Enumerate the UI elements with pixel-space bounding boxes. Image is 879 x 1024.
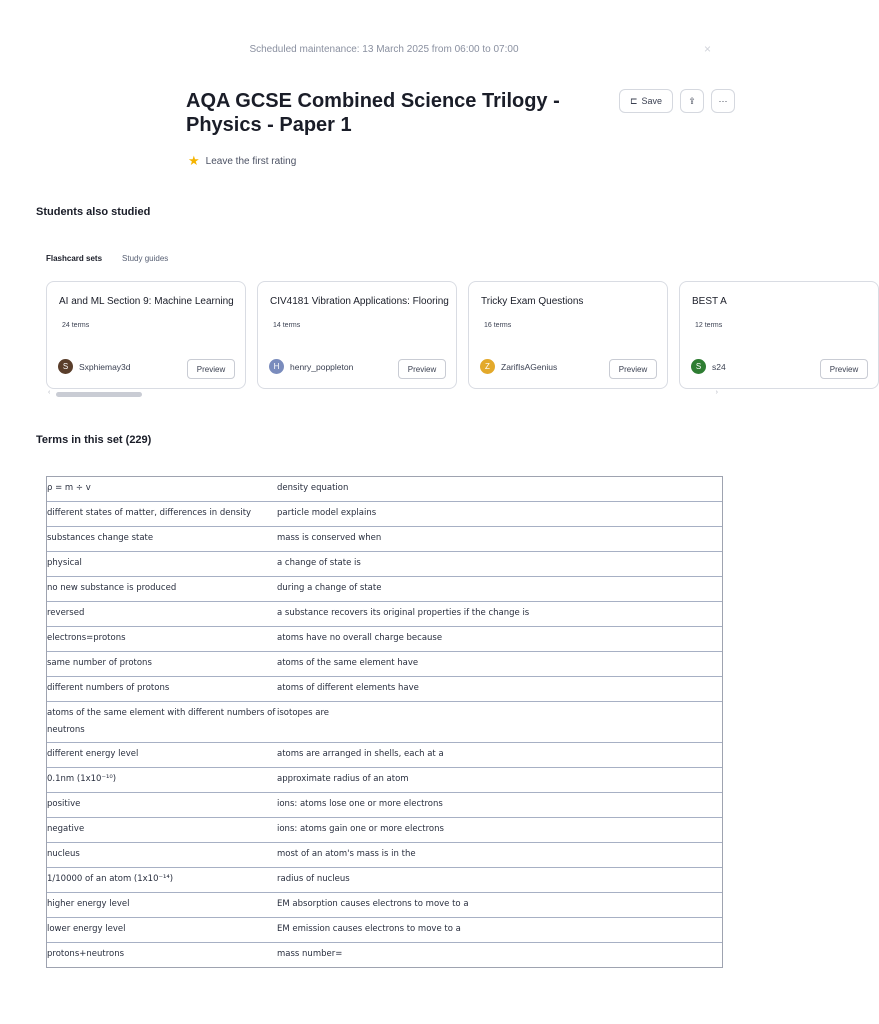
card-author[interactable] xyxy=(691,359,726,374)
definition-cell: atoms of the same element have xyxy=(277,658,419,668)
preview-button[interactable]: Preview xyxy=(609,359,657,379)
card-author[interactable] xyxy=(58,359,131,374)
table-row xyxy=(47,602,722,627)
term-cell: physical xyxy=(47,558,82,568)
bookmark-icon: ⊏ xyxy=(629,95,638,106)
more-icon: ··· xyxy=(718,96,728,106)
preview-button[interactable]: Preview xyxy=(187,359,235,379)
set-actions xyxy=(619,89,735,113)
definition-cell: ions: atoms lose one or more electrons xyxy=(277,799,443,809)
term-cell: atoms of the same element with different numbers of neutrons xyxy=(47,708,276,735)
card-title: Tricky Exam Questions xyxy=(481,296,584,307)
avatar: H xyxy=(269,359,284,374)
close-icon[interactable]: × xyxy=(704,42,712,56)
maintenance-banner xyxy=(0,44,768,55)
table-row xyxy=(47,893,722,918)
term-cell: reversed xyxy=(47,608,85,618)
share-button[interactable] xyxy=(680,89,704,113)
share-icon: ⇪ xyxy=(688,95,696,106)
definition-cell: during a change of state xyxy=(277,583,382,593)
table-row xyxy=(47,627,722,652)
term-cell: higher energy level xyxy=(47,899,130,909)
card-author-name: ZarifIsAGenius xyxy=(501,361,558,372)
term-cell: substances change state xyxy=(47,533,154,543)
preview-button[interactable]: Preview xyxy=(398,359,446,379)
chevron-right-icon[interactable]: › xyxy=(715,389,718,396)
card-author[interactable] xyxy=(269,359,353,374)
table-row xyxy=(47,843,722,868)
maintenance-banner-text: Scheduled maintenance: 13 March 2025 from 06:00 to 07:00 xyxy=(249,44,519,55)
study-set-card[interactable] xyxy=(468,281,668,389)
definition-cell: atoms have no overall charge because xyxy=(277,633,443,643)
chevron-left-icon[interactable]: ‹ xyxy=(48,389,51,396)
card-author-name: Sxphiemay3d xyxy=(79,361,131,372)
table-row xyxy=(47,652,722,677)
table-row xyxy=(47,793,722,818)
term-cell: 1/10000 of an atom (1x10⁻¹⁴) xyxy=(47,874,174,884)
term-cell: electrons=protons xyxy=(47,633,126,643)
card-term-count: 12 terms xyxy=(695,322,723,329)
definition-cell: ions: atoms gain one or more electrons xyxy=(277,824,444,834)
card-term-count: 24 terms xyxy=(62,322,90,329)
table-row xyxy=(47,477,722,502)
card-title: CIV4181 Vibration Applications: Flooring xyxy=(270,296,449,307)
card-author[interactable] xyxy=(480,359,557,374)
card-term-count: 14 terms xyxy=(273,322,301,329)
definition-cell: particle model explains xyxy=(277,508,377,518)
star-icon: ★ xyxy=(188,153,200,168)
card-term-count: 16 terms xyxy=(484,322,512,329)
avatar: Z xyxy=(480,359,495,374)
more-options-button[interactable] xyxy=(711,89,735,113)
table-row xyxy=(47,743,722,768)
term-cell: positive xyxy=(47,799,81,809)
term-cell: lower energy level xyxy=(47,924,126,934)
table-row xyxy=(47,527,722,552)
definition-cell: atoms are arranged in shells, each at a xyxy=(277,749,444,759)
card-author-name: henry_poppleton xyxy=(290,361,354,372)
study-set-card[interactable] xyxy=(257,281,457,389)
definition-cell: isotopes are xyxy=(277,708,330,718)
term-cell: different numbers of protons xyxy=(47,683,170,693)
also-studied-heading: Students also studied xyxy=(36,206,151,218)
term-cell: protons+neutrons xyxy=(47,949,125,959)
study-set-card[interactable] xyxy=(46,281,246,389)
avatar: S xyxy=(58,359,73,374)
table-row xyxy=(47,943,722,967)
tab-flashcard-sets[interactable]: Flashcard sets xyxy=(46,254,103,263)
term-cell: different energy level xyxy=(47,749,139,759)
also-studied-tabs xyxy=(46,254,168,263)
term-cell: nucleus xyxy=(47,849,80,859)
table-row xyxy=(47,702,722,743)
also-studied-carousel xyxy=(46,281,859,391)
rating-link[interactable] xyxy=(188,153,296,169)
study-set-card[interactable] xyxy=(679,281,879,389)
save-label: Save xyxy=(641,96,663,106)
table-row xyxy=(47,768,722,793)
definition-cell: atoms of different elements have xyxy=(277,683,419,693)
definition-cell: mass number= xyxy=(277,949,343,959)
table-row xyxy=(47,502,722,527)
definition-cell: mass is conserved when xyxy=(277,533,382,543)
page-title: AQA GCSE Combined Science Trilogy - Physics - Paper 1 xyxy=(186,90,560,136)
definition-cell: a change of state is xyxy=(277,558,361,568)
term-cell: negative xyxy=(47,824,85,834)
scrollbar-thumb[interactable] xyxy=(56,392,142,397)
tab-study-guides[interactable]: Study guides xyxy=(122,254,169,263)
carousel-scrollbar[interactable] xyxy=(46,389,720,398)
table-row xyxy=(47,577,722,602)
table-row xyxy=(47,818,722,843)
definition-cell: approximate radius of an atom xyxy=(277,774,409,784)
terms-table xyxy=(46,476,723,968)
term-cell: same number of protons xyxy=(47,658,152,668)
term-cell: ρ = m ÷ v xyxy=(47,483,91,493)
definition-cell: most of an atom's mass is in the xyxy=(277,849,416,859)
definition-cell: a substance recovers its original properties if the change is xyxy=(277,608,530,618)
avatar: S xyxy=(691,359,706,374)
card-title: BEST A xyxy=(692,296,727,307)
save-button[interactable] xyxy=(619,89,673,113)
table-row xyxy=(47,552,722,577)
term-cell: no new substance is produced xyxy=(47,583,177,593)
definition-cell: EM emission causes electrons to move to a xyxy=(277,924,461,934)
card-author-name: s24 xyxy=(712,361,726,372)
terms-heading: Terms in this set (229) xyxy=(36,434,152,446)
table-row xyxy=(47,918,722,943)
table-row xyxy=(47,677,722,702)
definition-cell: density equation xyxy=(277,483,349,493)
definition-cell: radius of nucleus xyxy=(277,874,350,884)
definition-cell: EM absorption causes electrons to move to a xyxy=(277,899,469,909)
term-cell: different states of matter, differences in density xyxy=(47,508,252,518)
card-title: AI and ML Section 9: Machine Learning xyxy=(59,296,234,307)
table-row xyxy=(47,868,722,893)
rating-text: Leave the first rating xyxy=(205,155,297,167)
term-cell: 0.1nm (1x10⁻¹⁰) xyxy=(47,774,117,784)
preview-button[interactable]: Preview xyxy=(820,359,868,379)
